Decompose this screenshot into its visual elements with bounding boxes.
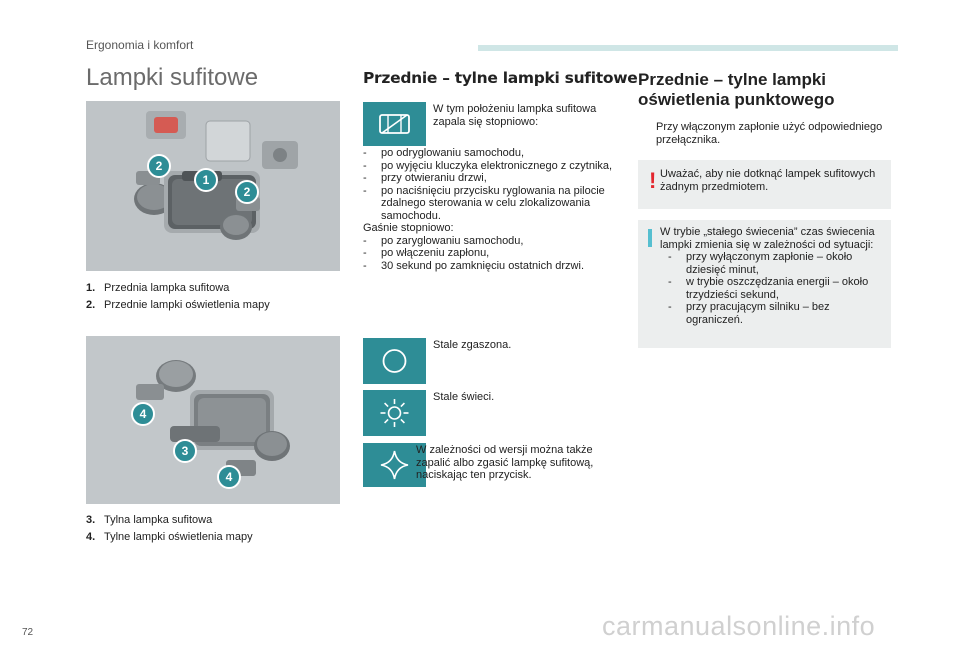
list-item: - 30 sekund po zamknięciu ostatnich drzwi. [363,260,613,273]
info-intro: W trybie „stałego świecenia” czas świecenia lampki zmienia się w zależności od sytuacji: [660,226,875,251]
callout-2-left-label: 2 [155,159,163,173]
warning-text: Uważać, aby nie dotknąć lampek sufitowych żadnym przedmiotem. [660,168,876,193]
always-on-icon-box [363,390,426,436]
caption-text: Tylna lampka sufitowa [104,514,213,526]
list-item: - po odryglowaniu samochodu, [363,147,613,160]
caption-item [86,529,340,546]
captions-front [86,280,340,314]
callout-4-bottom [216,464,242,490]
toggle-button-description: W zależności od wersji można także zapalić albo zgasić lampkę sufitową, naciskając ten przycisk. [416,444,594,481]
info-list [668,251,886,326]
page-title: Lampki sufitowe [86,64,259,91]
list-item: - przy wyłączonym zapłonie – około dziesięć minut, [668,251,886,276]
rear-ceiling-light-photo [86,336,340,504]
always-on-icon [363,390,426,436]
map-lights-instruction [638,121,888,146]
list-item: - w trybie oszczędzania energii – około trzydzieści sekund, [668,276,886,301]
list-item: - po włączeniu zapłonu, [363,247,613,260]
callout-1-label: 1 [202,173,210,187]
caption-text: Przednia lampka sufitowa [104,282,230,294]
page-number: 72 [22,627,34,638]
door-mode-details [363,147,613,272]
always-off-icon [363,338,426,384]
callout-2-left [146,153,172,179]
callout-4-top [130,401,156,427]
callout-3-label: 3 [181,444,189,458]
switch-off-heading: Gaśnie stopniowo: [363,222,454,234]
callout-2-right-label: 2 [243,185,251,199]
info-note [638,220,891,348]
caption-number: 3. [86,514,96,526]
caption-text: Tylne lampki oświetlenia mapy [104,531,253,543]
callout-4-bottom-label: 4 [225,470,233,484]
caption-item [86,512,340,529]
caption-number: 2. [86,299,96,311]
switch-off-list [363,235,613,273]
switch-on-list [363,147,613,222]
section-label: Ergonomia i komfort [86,38,194,52]
door-mode-description: W tym położeniu lampka sufitowa zapala się stopniowo: [433,103,597,128]
door-mode-icon-box [363,102,426,146]
callout-1 [193,167,219,193]
warning-icon: ! [649,168,657,193]
callout-3 [172,438,198,464]
map-lights-heading: Przednie – tylne lampki oświetlenia punktowego [638,70,835,109]
caption-number: 4. [86,531,96,543]
warning-note [638,160,891,209]
list-item: - przy otwieraniu drzwi, [363,172,613,185]
caption-item [86,280,340,297]
always-off-label: Stale zgaszona. [433,339,512,351]
info-content [660,226,886,326]
captions-rear [86,512,340,546]
info-icon [648,229,652,247]
callout-2-right [234,179,260,205]
callout-4-top-label: 4 [139,407,147,421]
list-item: - przy pracującym silniku – bez ograniczeń. [668,301,886,326]
front-rear-ceiling-lights-heading: Przednie – tylne lampki sufitowe [363,69,638,87]
caption-number: 1. [86,282,96,294]
list-item: - po zaryglowaniu samochodu, [363,235,613,248]
watermark: carmanualsonline.info [602,611,876,641]
header-bar [478,45,898,51]
front-ceiling-light-photo [86,101,340,271]
always-on-label: Stale świeci. [433,391,495,403]
rear-ceiling-light-illustration [86,336,340,504]
always-off-icon-box [363,338,426,384]
instruction-text: Przy włączonym zapłonie użyć odpowiedniego przełącznika. [656,121,883,146]
list-item: - po naciśnięciu przycisku ryglowania na pilocie zdalnego sterowania w celu zlokalizowania samochodu. [363,185,613,223]
door-mode-icon [363,102,426,146]
list-item: - po wyjęciu kluczyka elektronicznego z czytnika, [363,160,613,173]
caption-text: Przednie lampki oświetlenia mapy [104,299,270,311]
caption-item [86,297,340,314]
